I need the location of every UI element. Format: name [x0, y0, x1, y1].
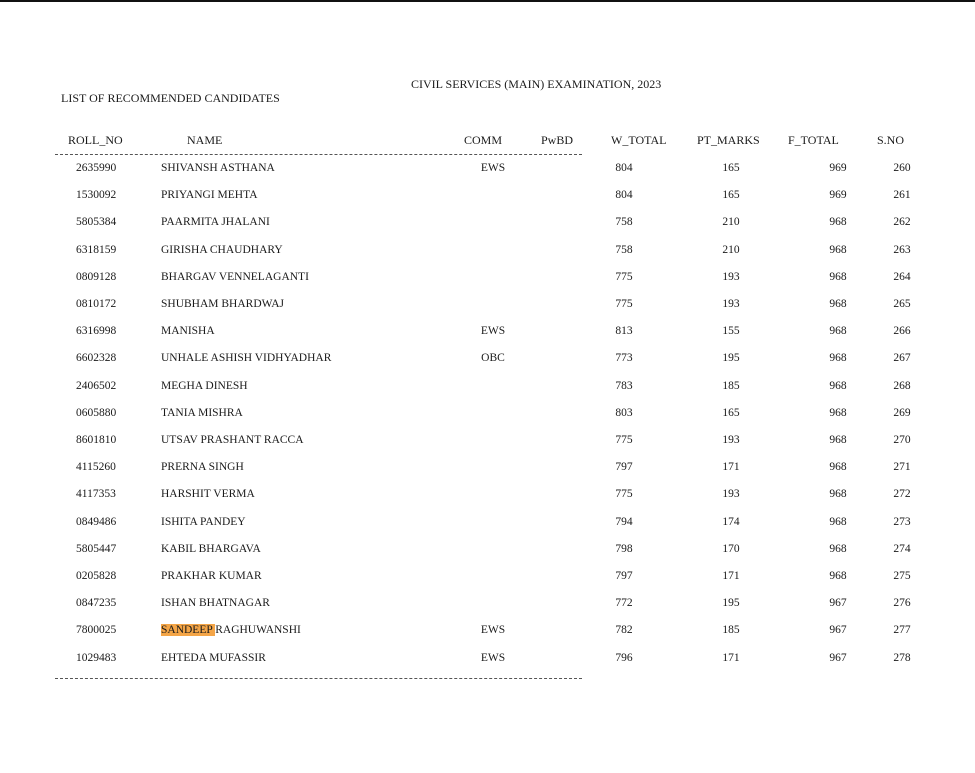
pt-marks: 185	[722, 379, 740, 392]
f-total: 968	[829, 515, 847, 528]
roll-number: 5805447	[76, 542, 117, 555]
pt-marks: 174	[722, 515, 740, 528]
community: EWS	[480, 624, 506, 637]
w-total: 772	[615, 597, 633, 610]
table-row	[0, 379, 975, 399]
roll-number: 8601810	[76, 434, 117, 446]
pt-marks: 171	[722, 461, 740, 474]
top-border-line	[0, 0, 975, 2]
f-total: 967	[829, 624, 847, 637]
w-total: 783	[615, 379, 633, 392]
f-total: 968	[829, 216, 847, 229]
serial-number: 276	[893, 597, 911, 610]
serial-number: 264	[893, 270, 911, 283]
serial-number: 270	[893, 434, 911, 446]
f-total: 969	[829, 189, 847, 202]
candidate-name: PRERNA SINGH	[161, 461, 244, 474]
table-row	[0, 460, 975, 480]
f-total: 968	[829, 270, 847, 283]
w-total: 797	[615, 461, 633, 474]
table-row	[0, 542, 975, 562]
candidate-name: ISHITA PANDEY	[161, 515, 246, 528]
col-header-comm: COMM	[464, 133, 503, 147]
w-total: 794	[615, 515, 633, 528]
col-header-pt-marks: PT_MARKS	[697, 133, 760, 147]
roll-number: 6318159	[76, 243, 117, 256]
f-total: 968	[829, 434, 847, 446]
w-total: 775	[615, 298, 633, 310]
pt-marks: 185	[722, 624, 740, 637]
roll-number: 6602328	[76, 352, 117, 365]
table-row	[0, 406, 975, 426]
table-row	[0, 243, 975, 263]
serial-number: 275	[893, 570, 911, 582]
col-header-s-no: S.NO	[877, 133, 905, 147]
pt-marks: 165	[722, 406, 740, 419]
roll-number: 1530092	[76, 189, 117, 202]
header-divider	[55, 154, 582, 155]
col-header-f-total: F_TOTAL	[788, 133, 839, 147]
candidate-name: PRIYANGI MEHTA	[161, 189, 258, 202]
f-total: 967	[829, 651, 847, 664]
pt-marks: 165	[722, 189, 740, 202]
pt-marks: 165	[722, 162, 740, 174]
serial-number: 271	[893, 461, 911, 474]
list-title: LIST OF RECOMMENDED CANDIDATES	[61, 91, 280, 105]
candidate-name: EHTEDA MUFASSIR	[161, 651, 266, 664]
table-row	[0, 487, 975, 507]
serial-number: 274	[893, 542, 911, 555]
col-header-w-total: W_TOTAL	[611, 133, 667, 147]
candidate-name	[161, 623, 301, 637]
highlighted-text: SANDEEP	[161, 624, 216, 637]
w-total: 773	[615, 352, 633, 365]
f-total: 967	[829, 597, 847, 610]
candidate-name: BHARGAV VENNELAGANTI	[161, 270, 309, 283]
community: EWS	[480, 325, 506, 338]
f-total: 969	[829, 162, 847, 174]
roll-number: 5805384	[76, 216, 117, 229]
roll-number: 0809128	[76, 270, 117, 283]
pt-marks: 193	[722, 270, 740, 283]
community: EWS	[480, 651, 506, 664]
table-row	[0, 215, 975, 235]
serial-number: 273	[893, 515, 911, 528]
roll-number: 0810172	[76, 298, 117, 310]
community: OBC	[481, 352, 505, 365]
name-rest: RAGHUWANSHI	[215, 624, 301, 637]
serial-number: 263	[893, 243, 911, 256]
w-total: 798	[615, 542, 633, 555]
candidate-name: UNHALE ASHISH VIDHYADHAR	[161, 352, 332, 365]
w-total: 813	[615, 325, 633, 338]
pt-marks: 170	[722, 542, 740, 555]
roll-number: 2635990	[76, 162, 117, 174]
exam-title: CIVIL SERVICES (MAIN) EXAMINATION, 2023	[411, 77, 662, 91]
pt-marks: 193	[722, 298, 740, 310]
pt-marks: 193	[722, 488, 740, 501]
candidate-name: GIRISHA CHAUDHARY	[161, 243, 283, 256]
serial-number: 260	[893, 162, 911, 174]
f-total: 968	[829, 325, 847, 338]
pt-marks: 210	[722, 216, 740, 229]
candidate-name: KABIL BHARGAVA	[161, 542, 261, 555]
col-header-name: NAME	[187, 133, 223, 147]
pt-marks: 210	[722, 243, 740, 256]
candidate-name: PAARMITA JHALANI	[161, 216, 270, 229]
footer-divider	[55, 678, 582, 679]
roll-number: 1029483	[76, 651, 117, 664]
roll-number: 7800025	[76, 624, 117, 637]
candidate-name: SHIVANSH ASTHANA	[161, 162, 275, 174]
roll-number: 0849486	[76, 515, 117, 528]
roll-number: 0847235	[76, 597, 117, 610]
f-total: 968	[829, 542, 847, 555]
roll-number: 4115260	[76, 461, 116, 474]
pt-marks: 193	[722, 434, 740, 446]
f-total: 968	[829, 298, 847, 310]
serial-number: 278	[893, 651, 911, 664]
candidate-name: ISHAN BHATNAGAR	[161, 597, 270, 610]
f-total: 968	[829, 488, 847, 501]
col-header-pwbd: PwBD	[541, 133, 574, 147]
f-total: 968	[829, 570, 847, 582]
w-total: 797	[615, 570, 633, 582]
table-row	[0, 324, 975, 344]
w-total: 758	[615, 243, 633, 256]
w-total: 804	[615, 162, 633, 174]
f-total: 968	[829, 406, 847, 419]
table-row	[0, 651, 975, 671]
pt-marks: 155	[722, 325, 740, 338]
serial-number: 261	[893, 189, 911, 202]
serial-number: 267	[893, 352, 911, 365]
table-row	[0, 433, 975, 453]
serial-number: 277	[893, 624, 911, 637]
candidate-name: PRAKHAR KUMAR	[161, 570, 262, 582]
pt-marks: 195	[722, 597, 740, 610]
f-total: 968	[829, 461, 847, 474]
w-total: 796	[615, 651, 633, 664]
table-row	[0, 596, 975, 616]
serial-number: 262	[893, 216, 911, 229]
w-total: 775	[615, 270, 633, 283]
table-row	[0, 515, 975, 535]
roll-number: 4117353	[76, 488, 116, 501]
serial-number: 266	[893, 325, 911, 338]
serial-number: 268	[893, 379, 911, 392]
candidate-name: SHUBHAM BHARDWAJ	[161, 298, 285, 310]
pt-marks: 171	[722, 651, 740, 664]
table-row	[0, 270, 975, 290]
candidate-name: MEGHA DINESH	[161, 379, 248, 392]
roll-number: 2406502	[76, 379, 117, 392]
serial-number: 269	[893, 406, 911, 419]
w-total: 803	[615, 406, 633, 419]
roll-number: 6316998	[76, 325, 117, 338]
candidate-name: MANISHA	[161, 325, 215, 338]
w-total: 775	[615, 488, 633, 501]
w-total: 804	[615, 189, 633, 202]
w-total: 758	[615, 216, 633, 229]
col-header-roll-no: ROLL_NO	[68, 133, 123, 147]
serial-number: 272	[893, 488, 911, 501]
serial-number: 265	[893, 298, 911, 310]
pt-marks: 195	[722, 352, 740, 365]
candidate-name: HARSHIT VERMA	[161, 488, 255, 501]
community: EWS	[480, 162, 506, 174]
f-total: 968	[829, 379, 847, 392]
table-row	[0, 623, 975, 643]
candidate-name: UTSAV PRASHANT RACCA	[161, 434, 304, 446]
roll-number: 0605880	[76, 406, 117, 419]
w-total: 782	[615, 624, 633, 637]
table-row	[0, 188, 975, 208]
table-row	[0, 569, 975, 589]
table-row	[0, 161, 975, 181]
roll-number: 0205828	[76, 570, 117, 582]
candidate-name: TANIA MISHRA	[161, 406, 243, 419]
f-total: 968	[829, 352, 847, 365]
pt-marks: 171	[722, 570, 740, 582]
w-total: 775	[615, 434, 633, 446]
f-total: 968	[829, 243, 847, 256]
table-row	[0, 297, 975, 317]
table-row	[0, 351, 975, 371]
